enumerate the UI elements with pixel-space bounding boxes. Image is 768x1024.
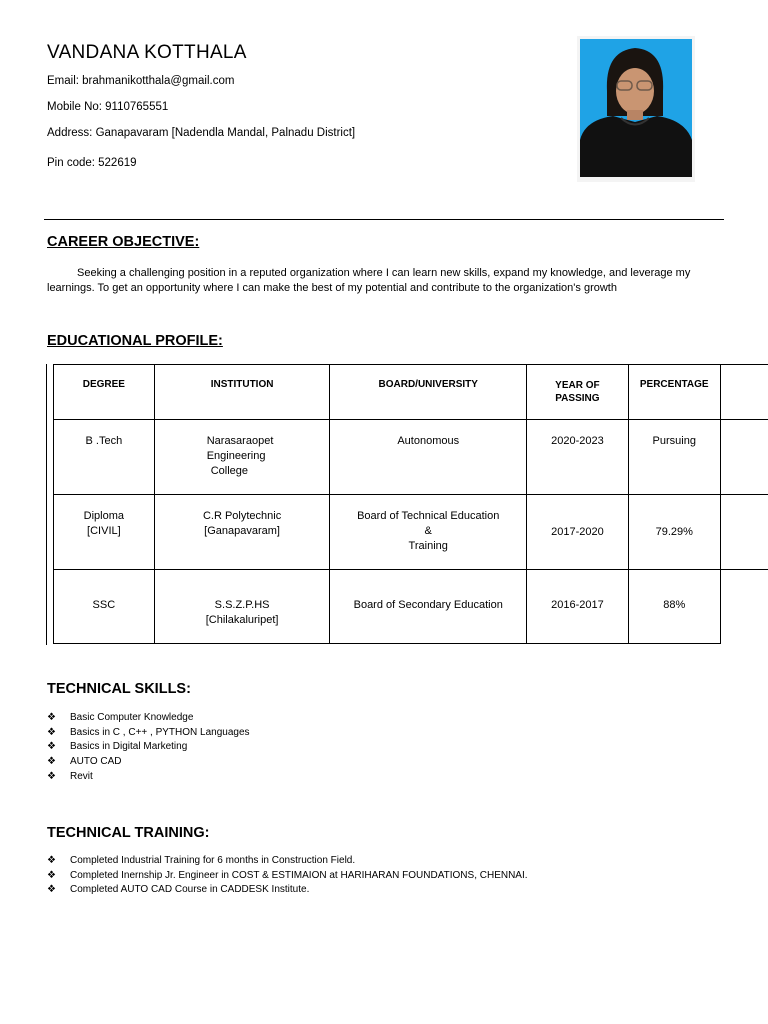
educational-profile-heading: EDUCATIONAL PROFILE: [47, 333, 223, 349]
bullet-icon: ❖ [47, 770, 56, 782]
list-item: ❖ Basic Computer Knowledge [47, 711, 250, 726]
list-item: ❖ AUTO CAD [47, 755, 250, 770]
year-cell: 2016-2017 [527, 570, 629, 644]
percentage-cell: Pursuing [628, 420, 720, 495]
address-line: Address: Ganapavaram [Nadendla Mandal, Palnadu District] [47, 127, 356, 139]
table-row [54, 420, 768, 495]
table-header-row [54, 365, 768, 420]
email-line: Email: brahmanikotthala@gmail.com [47, 75, 235, 87]
table-row [54, 570, 768, 644]
bullet-icon: ❖ [47, 855, 56, 866]
degree-cell: SSC [54, 570, 155, 644]
table-row [54, 495, 768, 570]
list-item: ❖ Completed Industrial Training for 6 months in Construction Field. [47, 854, 528, 869]
candidate-name: VANDANA KOTTHALA [47, 42, 247, 63]
mobile-line: Mobile No: 9110765551 [47, 101, 169, 113]
technical-training-heading: TECHNICAL TRAINING: [47, 825, 210, 841]
board-cell: Board of Technical Education & Training [330, 495, 527, 570]
list-item: ❖ Basics in C , C++ , PYTHON Languages [47, 726, 250, 741]
institution-cell: C.R Polytechnic [Ganapavaram] [154, 495, 330, 570]
column-header: YEAR OF PASSING [527, 365, 629, 420]
percentage-cell: 88% [628, 570, 720, 644]
technical-skills-heading: TECHNICAL SKILLS: [47, 681, 191, 697]
table-outer-border [46, 364, 47, 645]
list-item: ❖ Completed AUTO CAD Course in CADDESK Institute. [47, 883, 528, 898]
technical-skills-list [47, 711, 250, 785]
bullet-icon: ❖ [47, 726, 56, 738]
board-cell: Autonomous [330, 420, 527, 495]
pincode-line: Pin code: 522619 [47, 157, 137, 169]
bullet-icon: ❖ [47, 884, 56, 896]
board-cell: Board of Secondary Education [330, 570, 527, 644]
bullet-icon: ❖ [47, 756, 56, 768]
column-header-empty [720, 365, 768, 420]
empty-cell [720, 420, 768, 495]
degree-cell: Diploma [CIVIL] [54, 495, 155, 570]
bullet-icon: ❖ [47, 712, 56, 723]
institution-cell: S.S.Z.P.HS [Chilakaluripet] [154, 570, 330, 644]
header-divider [44, 219, 724, 220]
education-table [46, 364, 768, 645]
year-cell: 2020-2023 [527, 420, 629, 495]
career-objective-heading: CAREER OBJECTIVE: [47, 234, 200, 250]
profile-photo [577, 36, 695, 182]
column-header: INSTITUTION [154, 365, 330, 420]
year-cell: 2017-2020 [527, 495, 629, 570]
empty-cell [720, 570, 768, 644]
technical-training-list [47, 854, 528, 898]
bullet-icon: ❖ [47, 741, 56, 753]
column-header: PERCENTAGE [628, 365, 720, 420]
list-item: ❖ Completed Inernship Jr. Engineer in COST & ESTIMAION at HARIHARAN FOUNDATIONS, CHENNAI. [47, 869, 528, 884]
list-item: ❖ Basics in Digital Marketing [47, 740, 250, 755]
empty-cell [720, 495, 768, 570]
bullet-icon: ❖ [47, 869, 56, 881]
institution-cell: Narasaraopet Engineering College [154, 420, 330, 495]
column-header: BOARD/UNIVERSITY [330, 365, 527, 420]
column-header: DEGREE [54, 365, 155, 420]
degree-cell: B .Tech [54, 420, 155, 495]
career-objective-text: Seeking a challenging position in a reputed organization where I can learn new skills, expand my knowledge, and leverage my learnings. To get an opportunity where I can make the best of my potential and contribute to the organization's growth [47, 267, 691, 294]
list-item: ❖ Revit [47, 770, 250, 785]
percentage-cell: 79.29% [628, 495, 720, 570]
